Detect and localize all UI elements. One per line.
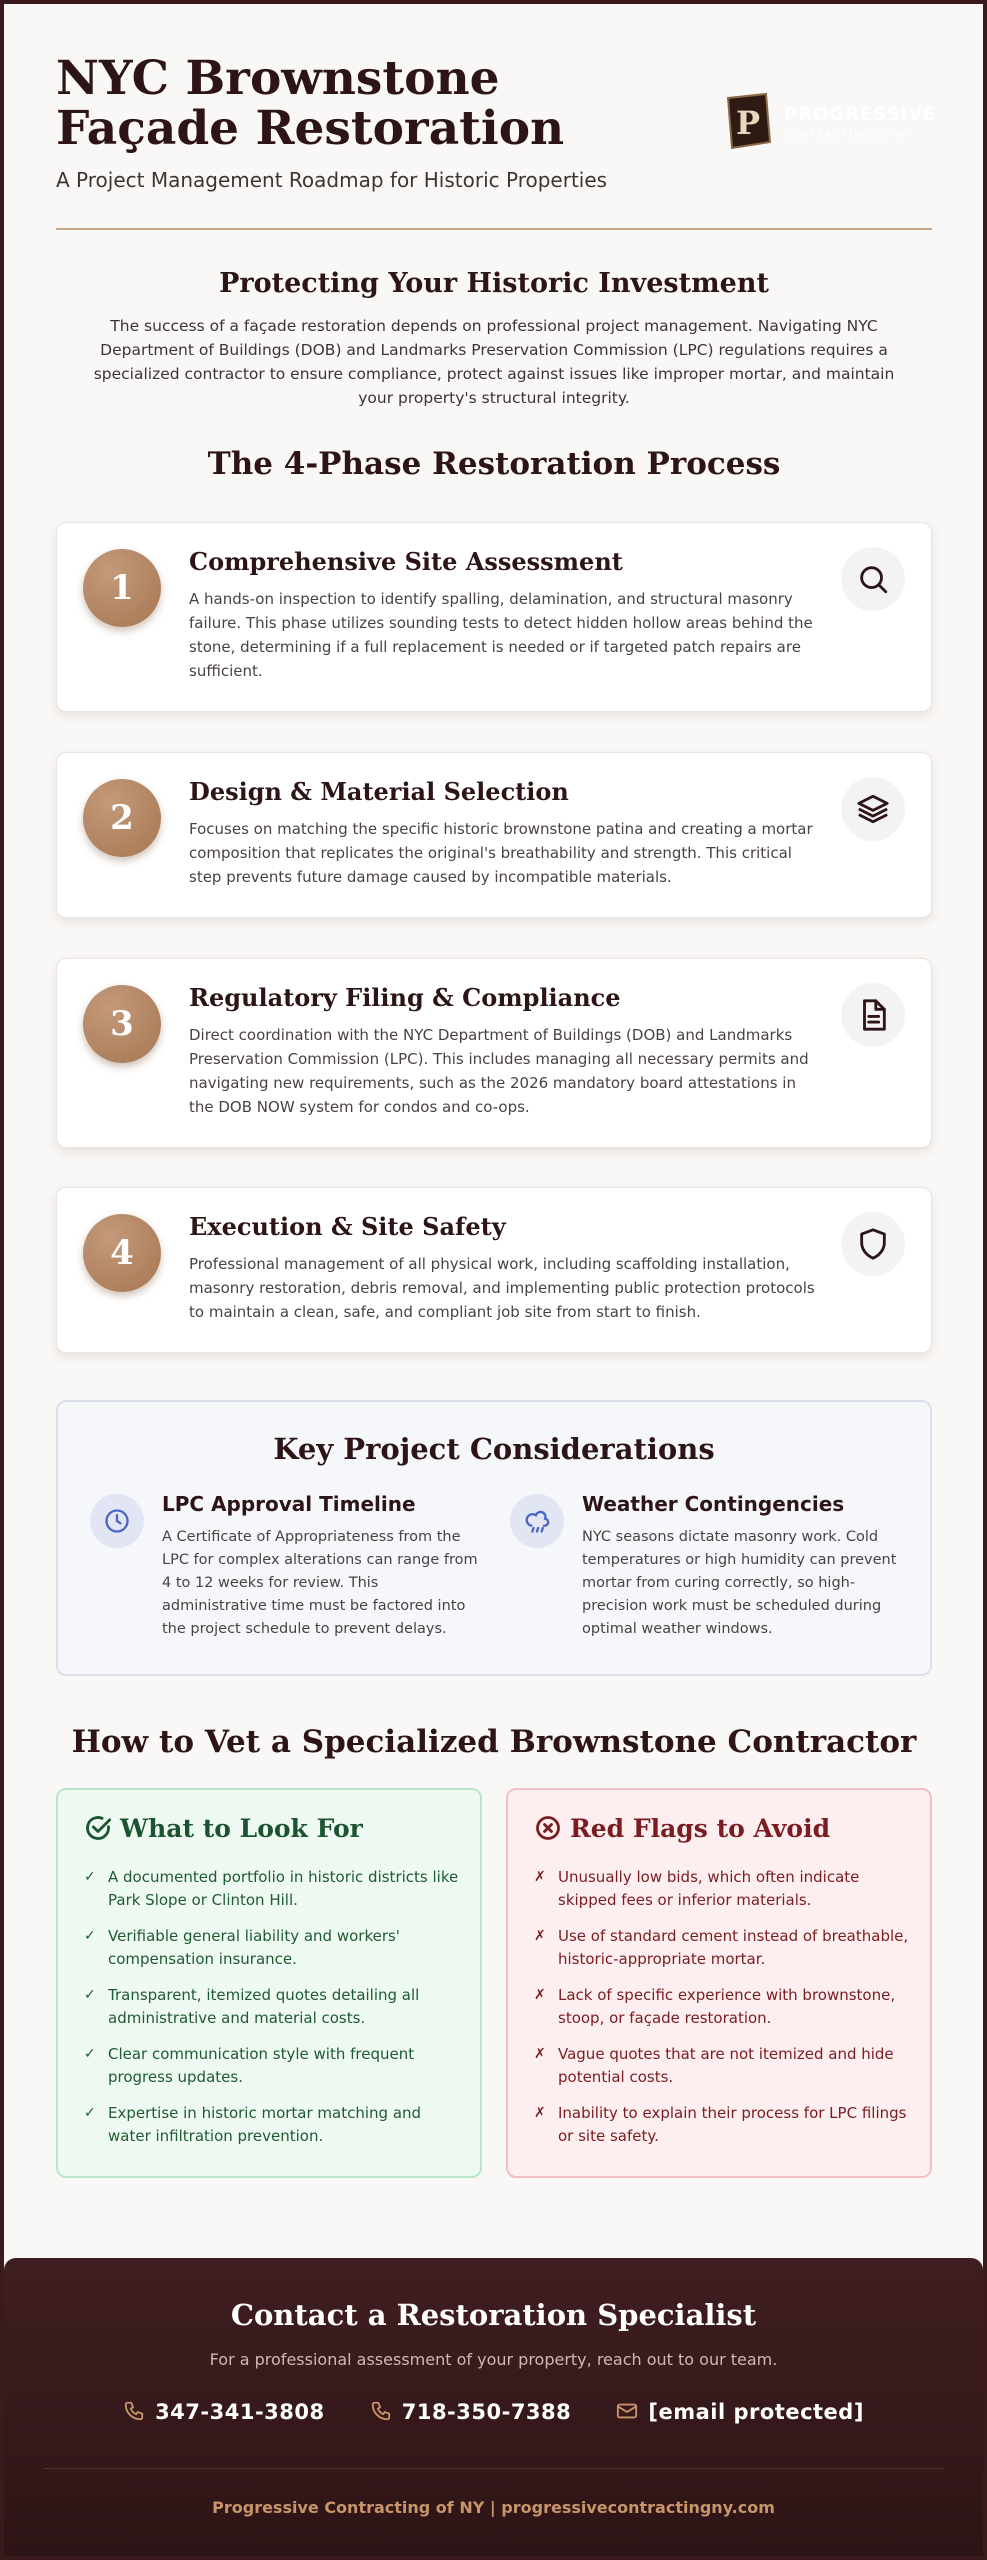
list-item (534, 1984, 910, 2030)
layers-icon (841, 777, 905, 841)
check-mark-icon: ✓ (84, 2105, 96, 2121)
x-circle-icon (534, 1814, 562, 1842)
logo-letter: P (735, 104, 761, 142)
phase-number: 3 (83, 985, 161, 1063)
red-flags-heading (534, 1814, 830, 1843)
list-item-text: Lack of specific experience with brownstone, stoop, or façade restoration. (558, 1986, 896, 2027)
list-item (534, 2102, 910, 2148)
phase-number: 1 (83, 549, 161, 627)
phase-text: Professional management of all physical work, including scaffolding installation, masonry restoration, debris removal, and implementing public protection protocols to maintain a clean, safe, and compliant job site from start to finish. (189, 1255, 815, 1321)
phone-icon (370, 2400, 392, 2422)
phone-link-1[interactable] (123, 2400, 325, 2424)
list-item (84, 1925, 460, 1971)
email-address: [email protected] (648, 2400, 864, 2424)
phase-title: Comprehensive Site Assessment (189, 547, 623, 576)
contact-list (4, 2400, 983, 2424)
list-item (84, 2043, 460, 2089)
footer-brand[interactable]: Progressive Contracting of NY | progressivecontractingny.com (212, 2498, 775, 2517)
red-flags-panel (506, 1788, 932, 2178)
phase-title: Regulatory Filing & Compliance (189, 983, 621, 1012)
intro-text: The success of a façade restoration depends on professional project management. Navigating NYC Department of Buildings (DOB) and Landmarks Preservation Commission (LPC) regulations requires a specialized contractor to ensure compliance, protect against issues like improper mortar, and maintain your property's structural integrity. (93, 317, 895, 407)
vetting-heading: How to Vet a Specialized Brownstone Contractor (71, 1724, 917, 1760)
list-item (84, 1984, 460, 2030)
consideration-title: Weather Contingencies (582, 1492, 845, 1516)
logo-name: PROGRESSIVE (784, 104, 937, 125)
phone-link-2[interactable] (370, 2400, 572, 2424)
list-item-text: Use of standard cement instead of breathable, historic-appropriate mortar. (558, 1927, 909, 1968)
phase-card-3 (56, 958, 932, 1148)
list-item-text: Clear communication style with frequent progress updates. (108, 2045, 415, 2086)
list-item-text: Inability to explain their process for LPC filings or site safety. (558, 2104, 907, 2145)
list-item-text: Vague quotes that are not itemized and hide potential costs. (558, 2045, 894, 2086)
list-item-text: Unusually low bids, which often indicate skipped fees or inferior materials. (558, 1868, 860, 1909)
list-item (84, 1866, 460, 1912)
phase-text: Direct coordination with the NYC Department of Buildings (DOB) and Landmarks Preservation Commission (LPC). This includes managing all necessary permits and navigating new requirements, such as the 2026 mandatory board attestations in the DOB NOW system for condos and co-ops. (189, 1026, 809, 1116)
email-link[interactable] (616, 2400, 864, 2424)
company-logo (722, 90, 937, 160)
shield-icon (841, 1212, 905, 1276)
red-flags-title: Red Flags to Avoid (570, 1814, 831, 1843)
list-item (534, 1925, 910, 1971)
logo-tagline: CONTRACTING OF NY (784, 130, 914, 140)
check-mark-icon: ✓ (84, 1987, 96, 2003)
check-mark-icon: ✓ (84, 2046, 96, 2062)
check-circle-icon (84, 1814, 112, 1842)
list-item (534, 1866, 910, 1912)
phase-number: 2 (83, 779, 161, 857)
look-for-list (84, 1866, 460, 2161)
look-for-panel (56, 1788, 482, 2178)
cloud-rain-icon (510, 1494, 564, 1548)
header-divider (56, 228, 932, 230)
list-item-text: Transparent, itemized quotes detailing all administrative and material costs. (108, 1986, 420, 2027)
contact-footer (4, 2258, 983, 2556)
consideration-text: A Certificate of Appropriateness from the LPC for complex alterations can range from 4 to 12 weeks for review. This administrative time must be factored into the project schedule to prevent delays. (162, 1529, 478, 1637)
phase-title: Execution & Site Safety (189, 1212, 506, 1241)
list-item-text: A documented portfolio in historic districts like Park Slope or Clinton Hill. (108, 1868, 459, 1909)
clock-icon (90, 1494, 144, 1548)
list-item (534, 2043, 910, 2089)
check-mark-icon: ✓ (84, 1928, 96, 1944)
phone-number: 347-341-3808 (155, 2400, 325, 2424)
phase-card-1 (56, 522, 932, 712)
phone-icon (123, 2400, 145, 2422)
x-mark-icon: ✗ (534, 1928, 546, 1944)
x-mark-icon: ✗ (534, 1869, 546, 1885)
phase-text: A hands-on inspection to identify spalling, delamination, and structural masonry failure. This phase utilizes sounding tests to detect hidden hollow areas behind the stone, determining if a full replacement is needed or if targeted patch repairs are sufficient. (189, 590, 813, 680)
phase-title: Design & Material Selection (189, 777, 569, 806)
footer-subtitle: For a professional assessment of your property, reach out to our team. (209, 2350, 778, 2369)
mail-icon (616, 2400, 638, 2422)
footer-divider (44, 2468, 943, 2469)
x-mark-icon: ✗ (534, 1987, 546, 2003)
phase-text: Focuses on matching the specific historic brownstone patina and creating a mortar composition that replicates the original's breathability and strength. This critical step prevents future damage caused by incompatible materials. (189, 820, 813, 886)
list-item-text: Expertise in historic mortar matching and water infiltration prevention. (108, 2104, 422, 2145)
red-flags-list (534, 1866, 910, 2161)
look-for-title: What to Look For (120, 1814, 363, 1843)
intro-heading: Protecting Your Historic Investment (219, 268, 769, 299)
page-title: NYC Brownstone Façade Restoration (56, 51, 565, 156)
phone-number: 718-350-7388 (401, 2400, 572, 2424)
page-subtitle: A Project Management Roadmap for Historic Properties (56, 168, 608, 192)
document-icon (841, 983, 905, 1047)
considerations-panel (56, 1400, 932, 1676)
consideration-title: LPC Approval Timeline (162, 1492, 416, 1516)
list-item (84, 2102, 460, 2148)
phase-card-4 (56, 1187, 932, 1353)
considerations-heading: Key Project Considerations (273, 1432, 715, 1466)
phase-card-2 (56, 752, 932, 918)
process-heading: The 4-Phase Restoration Process (207, 446, 781, 482)
list-item-text: Verifiable general liability and workers' compensation insurance. (108, 1927, 400, 1968)
footer-heading: Contact a Restoration Specialist (230, 2298, 757, 2332)
search-icon (841, 547, 905, 611)
phase-number: 4 (83, 1214, 161, 1292)
check-mark-icon: ✓ (84, 1869, 96, 1885)
x-mark-icon: ✗ (534, 2105, 546, 2121)
header (56, 51, 937, 230)
logo-mark-icon (722, 92, 774, 152)
x-mark-icon: ✗ (534, 2046, 546, 2062)
look-for-heading (84, 1814, 363, 1843)
page (4, 4, 983, 2556)
consideration-text: NYC seasons dictate masonry work. Cold temperatures or high humidity can prevent mortar from curing correctly, so high-precision work must be scheduled during optimal weather windows. (582, 1529, 897, 1637)
